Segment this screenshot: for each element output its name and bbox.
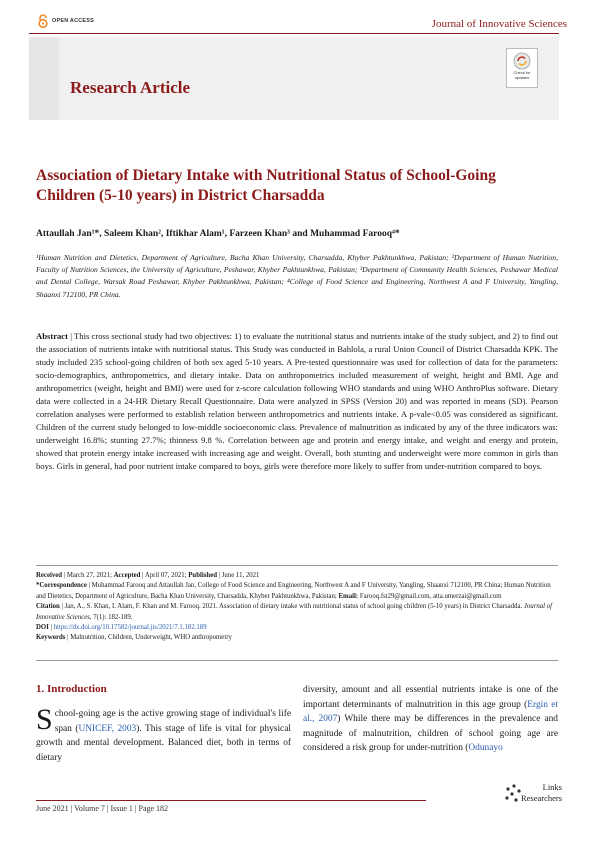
title-band-accent	[29, 37, 59, 120]
footer-divider	[36, 800, 426, 801]
doi-line: DOI | https://dx.doi.org/10.17582/journal.jis/2021/7.1.182.189	[36, 624, 207, 632]
intro-text-2: ). This stage of life is vital for physical growth and mental development. Balanced diet, both in terms of dietary	[36, 723, 291, 763]
abstract-text: | This cross sectional study had two objectives: 1) to evaluate the nutritional status and nutrients intake of the study subject, and 2) to find out the association of nutrients intake with nutritional status. This Study was conducted in Bahlola, a rural Union Council of District Charsadda KPK. The study included 235 school-going children of both sex aged 5-10 years. A Pre-tested questionnaire was used for collection of data for the parameters: socio-demographics, anthropometrics, and dietary intake. Data on anthropometrics included measurement of weight, height and BMI. Age and anthropometrics (weight, height and BMI) were used for z-score calculation following WHO standards and using WHO AnthroPlus software. Dietary data were collected in a 24-HR Dietary Recall Questionnaire. Data were analyzed in SPSS (Version 20) and was reported in means (SD). Pearson correlation analyses were performed to establish relation between anthropometrics and nutrients intake. A p-vale<0.05 was considered as significant. Children of the current study belonged to low-middle socioeconomic class. Prevalence of malnutrition as indicated by any of the three indicators was: underweight 16.8%; stunting 27.7%; thinness 9.8 %. Correlation between age and protein and energy intake, and weight and energy and protein, showed that protein energy intake increased with increasing age and weight. Overall, both stunting and underweight were more common in girls than boys. Girls in general, had poor nutrient intake compared to boys, girls were therefore more likely to suffer from under-nutrition compared to boys.	[36, 331, 558, 471]
author-list: Attaullah Jan¹*, Saleem Khan², Iftikhar Alam¹, Farzeen Khan³ and Muhammad Farooq⁴*	[36, 229, 400, 239]
citation-link-unicef[interactable]: UNICEF, 2003	[78, 723, 137, 734]
intro-text-3: diversity, amount and all essential nutrients intake is one of the important determinants of malnutrition in this age group (	[303, 685, 558, 710]
published-date: June 11, 2021	[221, 572, 260, 579]
check-updates-icon	[513, 52, 531, 70]
keywords-label: Keywords	[36, 634, 66, 642]
received-date: March 27, 2021;	[66, 572, 112, 579]
open-access-logo	[37, 14, 94, 28]
citation-link-odunayo[interactable]: Odunayo	[468, 743, 503, 754]
journal-name[interactable]: Journal of Innovative Sciences	[431, 18, 567, 30]
open-access-label: OPEN ACCESS	[52, 18, 95, 24]
intro-text-1: chool-going age is the active growing stage of individual's life span (	[54, 709, 291, 734]
citation-volume: 7(1): 182-189.	[93, 613, 133, 621]
author-affiliations: ¹Human Nutrition and Dietetics, Department of Agriculture, Bacha Khan University, Charsadda, Khyber Pakhtunkhwa, Pakistan; ²Department of Human Nutrition, Faculty of Nutrition Sciences, the University of Agriculture, Peshawar, Khyber Pakhtunkhwa, Pakistan; ³Department of Community Health Sciences, Peshawar Medical and Dental College, Warsak Road Peshawar, Khyber Pakhtunkhwa, Pakistan; ⁴College of Food Science and Engineering, Northwest A and F University, Yangling, Shaanxi 712100, PR China.	[36, 253, 558, 299]
links-researchers-logo	[504, 782, 562, 806]
body-column-right	[303, 683, 558, 756]
logo-text-researchers: Researchers	[520, 793, 562, 803]
article-metadata	[36, 571, 558, 644]
citation-link-ergin[interactable]: Ergin et al., 2007	[303, 699, 558, 725]
check-updates-label: Check for updates	[513, 70, 531, 80]
email-addresses[interactable]: Farooq.fst29@gmail.com, atta.umerzai@gmail.com	[359, 592, 502, 600]
header-divider	[29, 33, 559, 34]
article-title: Association of Dietary Intake with Nutritional Status of School-Going Children (5-10 years) in District Charsadda	[36, 167, 496, 204]
drop-cap: S	[36, 703, 53, 736]
correspondence-line: *Correspondence | Muhammad Farooq and Attaullah Jan, College of Food Science and Engineering, Northwest A and F University, Yangling, Shaanxi 712100, PR China; Human Nutrition and Dietetics, Department of Agriculture, Bacha Khan University, Charsadda, Khyber Pakhtunkhwa, Pakistan; Email: Farooq.fst29@gmail.com, atta.umerzai@gmail.com	[36, 582, 551, 600]
published-label: Published	[188, 572, 217, 579]
check-for-updates-badge[interactable]	[506, 48, 538, 88]
citation-line: Citation | Jan, A., S. Khan, I. Alam, F. Khan and M. Farooq. 2021. Association of dietary intake with nutritional status of school going children (5-10 years) in District Charsadda. Journal of Innovative Sciences, 7(1): 182-189.	[36, 603, 553, 621]
body-column-left	[36, 683, 291, 765]
abstract-label: Abstract	[36, 331, 68, 341]
article-type: Research Article	[70, 78, 191, 97]
dates-line: Received | March 27, 2021; Accepted | April 07, 2021; Published | June 11, 2021	[36, 572, 260, 579]
doi-link[interactable]: https://dx.doi.org/10.17582/journal.jis/2021/7.1.182.189	[53, 624, 207, 632]
meta-divider-bottom	[36, 660, 558, 661]
correspondence-label: *Correspondence	[36, 582, 87, 590]
citation-journal: Journal of Innovative Sciences,	[36, 603, 553, 621]
section-heading-introduction: 1. Introduction	[36, 683, 107, 695]
page-footer-issue: June 2021 | Volume 7 | Issue 1 | Page 182	[36, 804, 169, 813]
citation-label: Citation	[36, 603, 60, 611]
keywords-line: Keywords | Malnutrition, Children, Underweight, WHO anthropometry	[36, 634, 232, 642]
intro-paragraph-left	[36, 703, 291, 765]
intro-text-4: ) While there may be differences in the prevalence and magnitude of malnutrition, children of school going age are considered a risk group for under-nutrition (	[303, 714, 558, 754]
intro-paragraph-right	[303, 683, 558, 756]
received-label: Received	[36, 572, 63, 579]
accepted-label: Accepted	[113, 572, 141, 579]
open-lock-icon	[37, 14, 49, 28]
logo-text-links: Links	[542, 782, 562, 792]
meta-divider-top	[36, 565, 558, 566]
citation-text: Jan, A., S. Khan, I. Alam, F. Khan and M. Farooq. 2021. Association of dietary intake with nutritional status of school going children (5-10 years) in District Charsadda.	[64, 603, 523, 611]
keywords-text: Malnutrition, Children, Underweight, WHO anthropometry	[70, 634, 232, 642]
page-header	[0, 0, 595, 40]
accepted-date: April 07, 2021;	[144, 572, 187, 579]
email-label: Email:	[338, 592, 359, 600]
doi-label: DOI	[36, 624, 49, 632]
abstract	[36, 330, 558, 473]
correspondence-text: Muhammad Farooq and Attaullah Jan, College of Food Science and Engineering, Northwest A and F University, Yangling, Shaanxi 712100, PR China; Human Nutrition and Dietetics, Department of Agriculture, Bacha Khan University, Charsadda, Khyber Pakhtunkhwa, Pakistan;	[36, 582, 551, 600]
